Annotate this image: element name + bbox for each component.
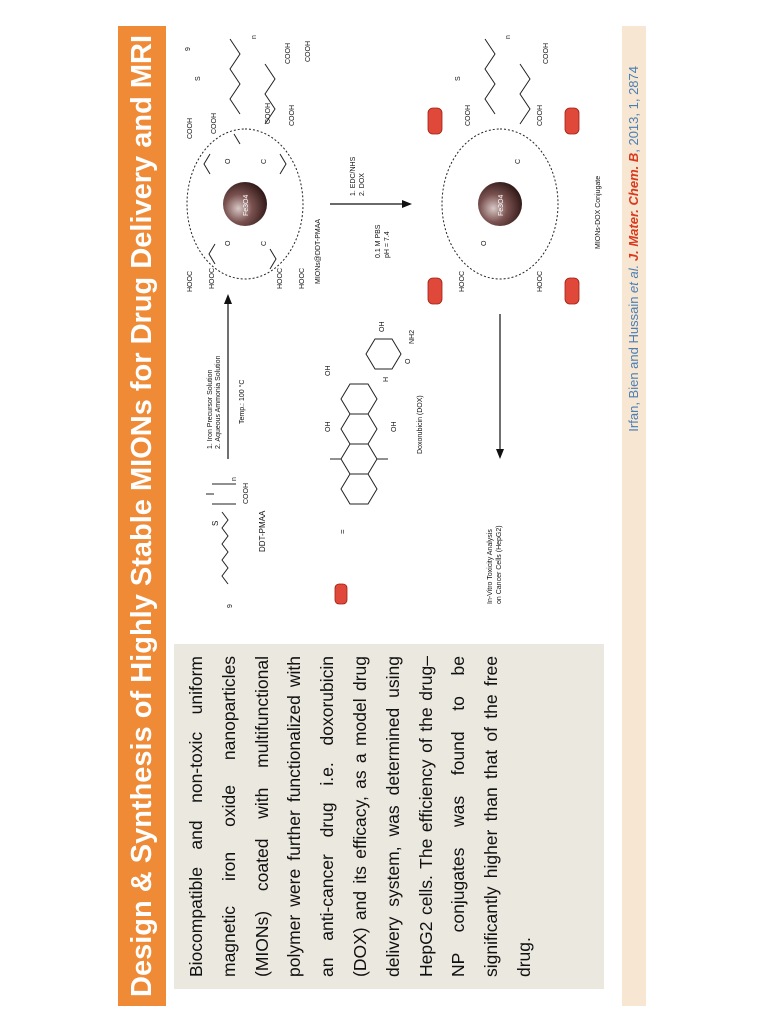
sugar-nh2: NH2: [409, 329, 416, 344]
conjugate-label: MIONs-DOX Conjugate: [595, 175, 602, 249]
invitro-line-1: In-Vitro Toxicity Analysis: [487, 529, 494, 604]
drug-capsule-1: [428, 278, 442, 304]
equals-sign: =: [338, 529, 347, 534]
hooc-1: HOOC: [187, 271, 194, 292]
invitro-line-2: on Cancer Cells (HepG2): [496, 525, 503, 604]
dox-h: H: [383, 376, 390, 382]
conjugate-core-label: Fe3O4: [498, 194, 505, 216]
cooh-3: COOH: [265, 103, 272, 124]
step1-reagent-2: 2. Aqueous Ammonia Solution: [215, 355, 222, 449]
tail-cooh-1: COOH: [285, 43, 292, 64]
polymer-cooh: COOH: [243, 483, 250, 504]
step2-reagent-1: 1. EDC/NHS: [350, 156, 357, 196]
citation-etal: et al.: [626, 264, 641, 293]
polymer-n: n: [231, 477, 238, 481]
hooc-3: HOOC: [277, 268, 284, 289]
cooh-1: COOH: [187, 118, 194, 139]
synthesis-scheme: [170, 19, 620, 644]
citation-volume: , 2013, 1, 2874: [626, 66, 641, 153]
tail-cooh-2: COOH: [305, 41, 312, 62]
citation: [622, 26, 646, 1006]
invitro-analysis: [487, 525, 503, 604]
tail-nine: 9: [185, 47, 192, 51]
summary-text: Biocompatible and non-toxic uniform magnetic iron oxide nanoparticles (MIONs) coated with multifunctional polymer were further functionalized with an anti-cancer drug i.e. doxorubicin (DOX) and its efficacy, as a model drug delivery system, was determined using HepG2 cells. The efficiency of the drug–NP conjugates was found to be significantly higher than that of the free drug.: [174, 644, 604, 989]
conj-ester-c: C: [515, 158, 522, 164]
step2-buffer: 0.1 M PBS: [375, 224, 382, 258]
ester-o-2: O: [225, 158, 232, 164]
ester-c-2: C: [261, 158, 268, 164]
citation-authors: Irfan, Bien and Hussain: [626, 292, 641, 432]
dox-oh-3: OH: [325, 365, 332, 376]
dox-label: Doxorubicin (DOX): [417, 395, 424, 454]
citation-journal[interactable]: J. Mater. Chem. B: [626, 152, 641, 262]
conj-cooh-2: COOH: [537, 105, 544, 126]
hooc-4: HOOC: [299, 268, 306, 289]
conj-hooc-2: HOOC: [537, 271, 544, 292]
polymer-repeat-9: 9: [227, 604, 234, 608]
polymer-label: DDT-PMAA: [258, 510, 267, 552]
page-title: Design & Synthesis of Highly Stable MIONs for Drug Delivery and MRI: [118, 26, 166, 1006]
drug-capsule-2: [428, 108, 442, 134]
dox-oh-1: OH: [325, 421, 332, 432]
hooc-2: HOOC: [209, 268, 216, 289]
tail-sulfur: S: [195, 76, 202, 81]
conj-hooc-1: HOOC: [459, 271, 466, 292]
step3-arrow: [496, 314, 504, 459]
ester-o-1: O: [225, 240, 232, 246]
step1-reagent-1: 1. Iron Precursor Solution: [207, 369, 214, 449]
conj-ester-o: O: [481, 240, 488, 246]
cooh-4: COOH: [289, 105, 296, 126]
cooh-2: COOH: [211, 113, 218, 134]
mions-dox-conjugate-structure: [428, 35, 602, 304]
step1-arrow: [207, 294, 246, 459]
ester-c-1: C: [261, 240, 268, 246]
drug-capsule-icon: [335, 584, 347, 604]
tail-n: n: [251, 35, 258, 39]
drug-capsule-3: [565, 278, 579, 304]
step2-ph: pH = 7.4: [384, 231, 391, 258]
drug-capsule-4: [565, 108, 579, 134]
conj-tail-cooh: COOH: [543, 43, 550, 64]
polymer-sulfur: S: [211, 520, 220, 526]
sugar-o: O: [405, 358, 412, 364]
conj-tail-sulfur: S: [455, 76, 462, 81]
mions-ddt-pmaa-structure: [185, 35, 322, 292]
doxorubicin-structure: [325, 322, 424, 505]
dox-oh-2: OH: [391, 421, 398, 432]
mion-label: MIONs@DDT-PMAA: [315, 218, 322, 284]
step2-reagent-2: 2. DOX: [359, 173, 366, 196]
sugar-oh: OH: [379, 321, 386, 332]
ddt-pmaa-structure: [206, 477, 267, 608]
drug-legend: [335, 529, 347, 604]
conj-cooh-1: COOH: [465, 105, 472, 126]
step1-temperature: Temp.: 100 °C: [239, 379, 246, 424]
step2-arrow: [330, 156, 412, 258]
conj-tail-n: n: [505, 35, 512, 39]
core-label: Fe3O4: [243, 194, 250, 216]
